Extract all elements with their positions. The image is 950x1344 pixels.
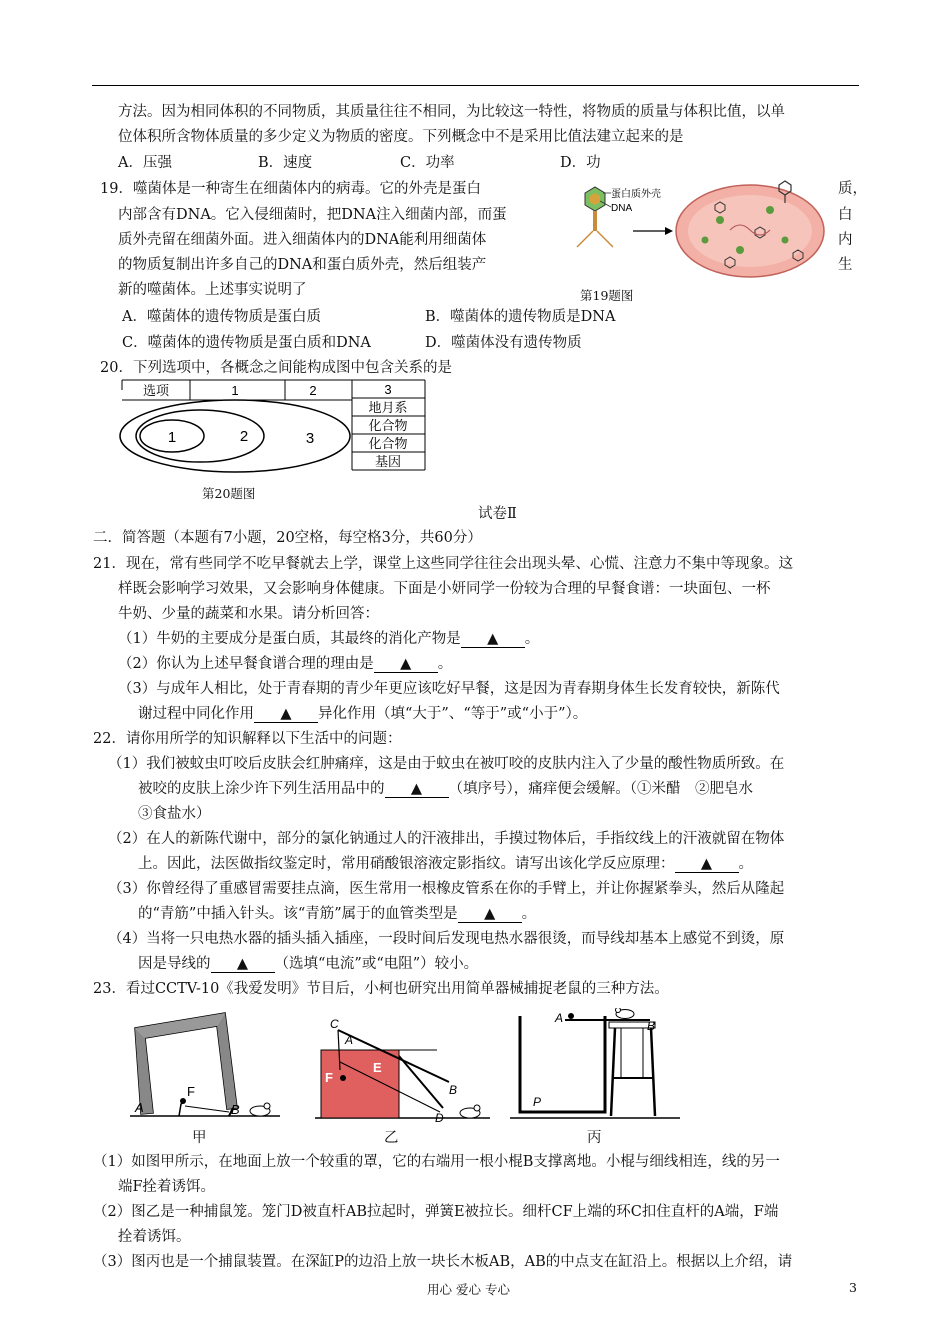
q18-line1: 方法。因为相同体积的不同物质，其质量往往不相同，为比较这一特性，将物质的质量与体积比值，以单: [118, 104, 785, 120]
q21-part1: （1）牛奶的主要成分是蛋白质，其最终的消化产物是 ▲ 。: [118, 631, 540, 647]
answer-blank[interactable]: ▲: [374, 656, 438, 673]
q19-option-c: C．噬菌体的遗传物质是蛋白质和DNA: [122, 335, 371, 351]
table-cell: 基因: [374, 454, 402, 469]
label-b: B: [231, 1102, 240, 1117]
ellipse-3: [120, 400, 350, 472]
answer-blank[interactable]: ▲: [385, 781, 449, 798]
table-cell: 化合物: [368, 436, 408, 451]
ellipse-label-2: 2: [239, 428, 249, 445]
q22-part4-line1: （4）当将一只电热水器的插头插入插座，一段时间后发现电热水器很烫，而导线却基本上感觉不到烫，原: [108, 931, 785, 947]
q19-option-b: B．噬菌体的遗传物质是DNA: [425, 309, 616, 325]
q19-right-char-3: 内: [838, 232, 853, 248]
q19-right-char-1: 质，: [838, 181, 867, 197]
q19-line2: 内部含有DNA。它入侵细菌时，把DNA注入细菌内部，而蛋: [118, 207, 507, 223]
section-title: 试卷Ⅱ: [478, 506, 517, 522]
q20-figure: [110, 378, 430, 474]
label-e: E: [373, 1060, 382, 1075]
footer-motto: 用心 爱心 专心: [427, 1282, 510, 1297]
q23-part1-line2: 端F拴着诱饵。: [118, 1179, 216, 1195]
q23-part1-line1: （1）如图甲所示，在地面上放一个较重的罩，它的右端用一根小棍B支撑离地。小棍与细线相连，线的另一: [93, 1154, 780, 1170]
figure-bing: [510, 1008, 680, 1118]
label-f: F: [325, 1070, 333, 1085]
q21-line2: 样既会影响学习效果，又会影响身体健康。下面是小妍同学一份较为合理的早餐食谱：一块面包、一杯: [118, 581, 771, 597]
q22-part1-line3: ③食盐水）: [138, 806, 211, 822]
q19-option-a: A．噬菌体的遗传物质是蛋白质: [122, 309, 321, 325]
q22-part2-line1: （2）在人的新陈代谢中，部分的氯化钠通过人的汗液排出，手摸过物体后，手指纹线上的汗液就留在物体: [108, 831, 785, 847]
answer-blank[interactable]: ▲: [458, 906, 522, 923]
arrow-head: [665, 227, 673, 235]
q19-line1: 19．噬菌体是一种寄生在细菌体内的病毒。它的外壳是蛋白: [100, 181, 481, 197]
q21-part2: （2）你认为上述早餐食谱合理的理由是 ▲ 。: [118, 656, 453, 672]
q23-part3-line1: （3）图丙也是一个捕鼠装置。在深缸P的边沿上放一块长木板AB，AB的中点支在缸沿上。根据以上介绍，请: [93, 1254, 793, 1270]
ellipse-label-1: 1: [167, 429, 177, 446]
figure-jia: [130, 1013, 280, 1117]
q21-line3: 牛奶、少量的蔬菜和水果。请分析回答：: [118, 606, 379, 622]
answer-blank[interactable]: ▲: [254, 706, 318, 723]
q18-option-d: D．功: [560, 155, 601, 171]
phage-leg: [577, 231, 593, 247]
bait-f: [179, 1102, 185, 1116]
figure-label-bing: 丙: [587, 1130, 602, 1146]
answer-blank[interactable]: ▲: [211, 956, 275, 973]
ellipse-label-3: 3: [305, 430, 315, 447]
table-header-3: 3: [384, 382, 392, 397]
q19-caption: 第19题图: [580, 288, 634, 303]
table-cell: 地月系: [368, 400, 408, 415]
phage-leg: [597, 231, 613, 247]
q19-option-d: D．噬菌体没有遗传物质: [425, 335, 582, 351]
q18-option-c: C．功率: [400, 155, 455, 171]
q22-part3-line1: （3）你曾经得了重感冒需要挂点滴，医生常用一根橡皮管系在你的手臂上，并让你握紧拳头，然后从隆起: [108, 881, 785, 897]
label-dna: DNA: [611, 203, 633, 214]
label-a: A: [135, 1100, 144, 1115]
q22-part1-line1: （1）我们被蚊虫叮咬后皮肤会红肿痛痒，这是由于蚊虫在被叮咬的皮肤内注入了少量的酸性物质所致。在: [108, 756, 785, 772]
q18-line2: 位体积所含物体质量的多少定义为物质的密度。下列概念中不是采用比值法建立起来的是: [118, 129, 684, 145]
answer-blank[interactable]: ▲: [461, 631, 525, 648]
figure-label-jia: 甲: [192, 1130, 207, 1146]
q21-part3-line1: （3）与成年人相比，处于青春期的青少年更应该吃好早餐，这是因为青春期身体生长发育较快，新陈代: [118, 681, 780, 697]
label-b: B: [449, 1083, 458, 1097]
q23-figures: [125, 1008, 685, 1126]
section-heading: 二．简答题（本题有7小题，20空格，每空格3分，共60分）: [93, 530, 482, 546]
label-b: B: [647, 1019, 656, 1033]
q19-right-char-2: 白: [838, 207, 853, 223]
q22-part1-line2: 被咬的皮肤上涂少许下列生活用品中的 ▲ （填序号），痛痒便会缓解。（①米醋 ②肥皂水: [138, 781, 753, 797]
answer-blank[interactable]: ▲: [675, 856, 739, 873]
table-header-1: 1: [231, 383, 239, 398]
label-a: A: [345, 1033, 354, 1047]
header-rule: [92, 85, 859, 86]
q20-stem: 20．下列选项中，各概念之间能构成图中包含关系的是: [100, 360, 452, 376]
table-cell: 化合物: [368, 418, 408, 433]
label-protein-shell: 蛋白质外壳: [611, 189, 661, 200]
label-d: D: [435, 1111, 444, 1125]
q19-line5: 新的噬菌体。上述事实说明了: [118, 282, 307, 298]
q22-part3-line2: 的“青筋”中插入针头。该“青筋”属于的血管类型是 ▲ 。: [138, 906, 537, 922]
q23-part2-line1: （2）图乙是一种捕鼠笼。笼门D被直杆AB拉起时，弹簧E被拉长。细杆CF上端的环C扣住直杆的A端，F端: [93, 1204, 779, 1220]
table-header-option: 选项: [142, 383, 170, 398]
q18-option-a: A．压强: [118, 155, 172, 171]
phage-tail: [593, 211, 597, 231]
q23-part2-line2: 拴着诱饵。: [118, 1229, 191, 1245]
q22-part2-line2: 上。因此，法医做指纹鉴定时，常用硝酸银溶液定影指纹。请写出该化学反应原理： ▲ 。: [138, 856, 753, 872]
q23-stem: 23．看过CCTV-10《我爱发明》节目后，小柯也研究出用简单器械捕捉老鼠的三种方法。: [93, 981, 669, 997]
q22-part4-line2: 因是导线的 ▲ （选填“电流”或“电阻”）较小。: [138, 956, 479, 972]
q19-right-char-4: 生: [838, 257, 853, 273]
label-f: F: [187, 1084, 195, 1099]
q22-stem: 22．请你用所学的知识解释以下生活中的问题：: [93, 731, 402, 747]
door-d: [399, 1056, 443, 1108]
figure-yi: [315, 1017, 490, 1125]
label-c: C: [330, 1017, 339, 1031]
q19-phage-figure: [565, 175, 837, 285]
q21-part3-line2: 谢过程中同化作用 ▲ 异化作用（填“大于”、“等于”或“小于”）。: [138, 706, 588, 722]
table-header-2: 2: [309, 383, 317, 398]
q19-line4: 的物质复制出许多自己的DNA和蛋白质外壳，然后组装产: [118, 257, 487, 273]
label-a: A: [555, 1011, 564, 1025]
q21-line1: 21．现在，常有些同学不吃早餐就去上学，课堂上这些同学往往会出现头晕、心慌、注意力不集中等现象。这: [93, 556, 793, 572]
page-number: 3: [849, 1280, 857, 1295]
q18-option-b: B．速度: [258, 155, 313, 171]
q20-caption: 第20题图: [202, 486, 256, 501]
q19-line3: 质外壳留在细菌外面。进入细菌体内的DNA能利用细菌体: [118, 232, 487, 248]
figure-label-yi: 乙: [384, 1130, 399, 1146]
label-p: P: [533, 1095, 542, 1109]
